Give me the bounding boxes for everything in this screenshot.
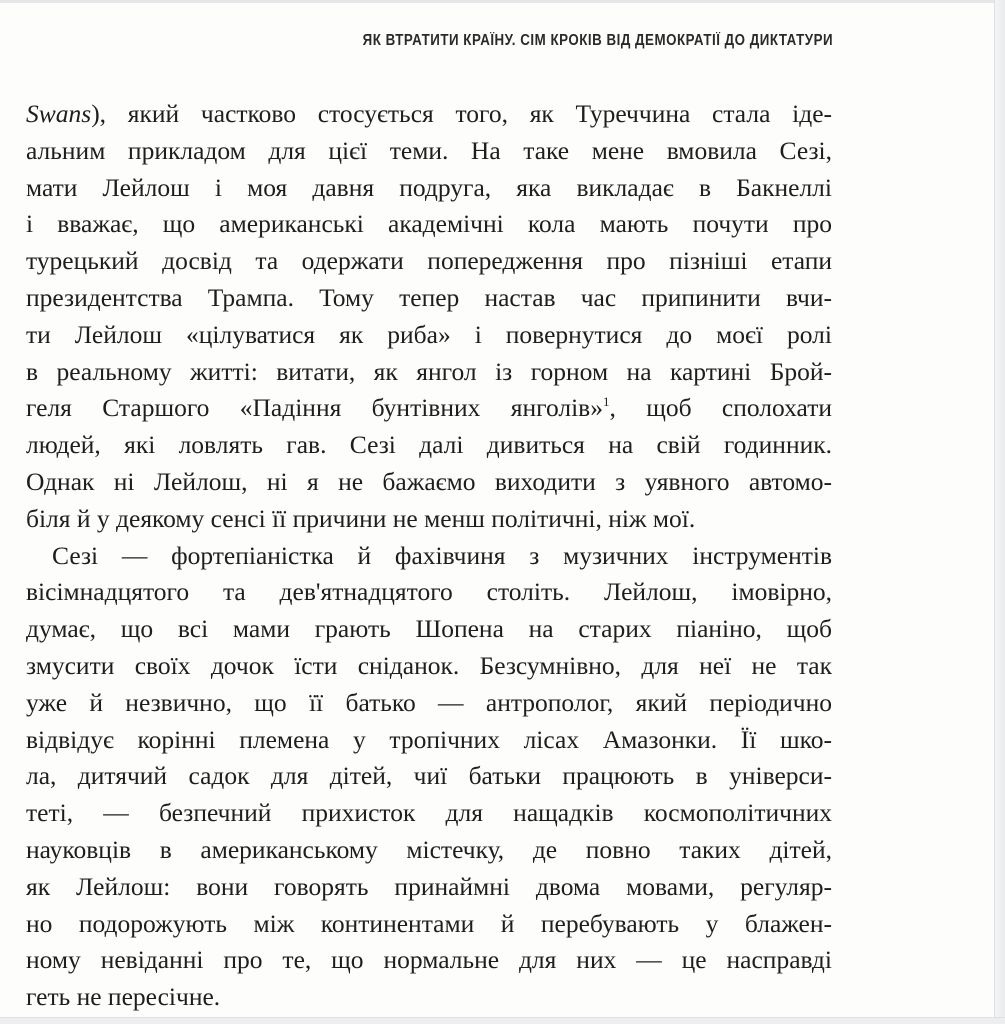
italic-title-fragment: Swans: [26, 99, 92, 128]
text-fragment: ), який частково стосується того, як Туреччина стала іде-: [91, 99, 832, 128]
text-line: Сезі — фортепіаністка й фахівчиня з музичних інструментів: [52, 540, 832, 570]
text-line: і вважає, що американські академічні кола мають почути про: [26, 209, 832, 239]
text-line: мати Лейлош і моя давня подруга, яка викладає в Бакнеллі: [26, 172, 832, 202]
paragraph-2: [26, 538, 832, 1016]
text-line: вісімнадцятого та дев'ятнадцятого століть. Лейлош, імовірно,: [26, 577, 832, 607]
text-fragment: , щоб сполохати: [609, 393, 832, 423]
text-fragment: геля Старшого «Падіння бунтівних янголів»: [26, 393, 603, 423]
text-line: но подорожують між континентами й перебувають у блажен-: [26, 908, 832, 938]
text-line: в реальному житті: витати, як янгол із горном на картині Брой-: [26, 356, 832, 386]
page-edge-bottom: [0, 1017, 1005, 1024]
text-line: ному невіданні про те, що нормальне для них — це насправді: [26, 945, 832, 975]
body-text: [26, 96, 832, 1016]
text-line: науковців в американському містечку, де повно таких дітей,: [26, 834, 832, 864]
page-edge-top: [0, 0, 1005, 3]
text-line: біля й у деякому сенсі її причини не менш політичні, ніж мої.: [26, 503, 696, 533]
text-line: Однак ні Лейлош, ні я не бажаємо виходити з уявного автомо-: [26, 466, 832, 496]
text-line: президентства Трампа. Тому тепер настав час припинити вчи-: [26, 282, 832, 312]
paragraph-1: [26, 96, 832, 538]
text-line: людей, які ловлять гав. Сезі далі дивиться на свій годинник.: [26, 430, 832, 460]
text-line: теті, — безпечний прихисток для нащадків космополітичних: [26, 798, 832, 828]
footnote-marker[interactable]: 1: [602, 394, 610, 410]
text-line: турецький досвід та одержати попередження про пізніші етапи: [26, 246, 832, 276]
text-line: думає, що всі мами грають Шопена на старих піаніно, щоб: [26, 614, 832, 644]
text-line: ла, дитячий садок для дітей, чиї батьки працюють в універси-: [26, 761, 832, 791]
text-line: альним прикладом для цієї теми. На таке мене вмовила Сезі,: [26, 135, 832, 165]
text-line: [26, 390, 832, 427]
text-line: геть не пересічне.: [26, 982, 221, 1012]
text-line: як Лейлош: вони говорять принаймні двома мовами, регуляр-: [26, 871, 832, 901]
text-line: ти Лейлош «цілуватися як риба» і повернутися до моєї ролі: [26, 319, 832, 349]
page-edge-right: [994, 0, 1005, 1024]
running-head: ЯК ВТРАТИТИ КРАЇНУ. СІМ КРОКІВ ВІД ДЕМОКРАТІЇ ДО ДИКТАТУРИ: [362, 32, 833, 49]
text-line: [26, 96, 832, 133]
text-line: змусити своїх дочок їсти сніданок. Безсумнівно, для неї не так: [26, 650, 832, 680]
text-line: уже й незвично, що її батько — антрополог, який періодично: [26, 687, 832, 717]
text-line: відвідує корінні племена у тропічних лісах Амазонки. Її шко-: [26, 724, 832, 754]
